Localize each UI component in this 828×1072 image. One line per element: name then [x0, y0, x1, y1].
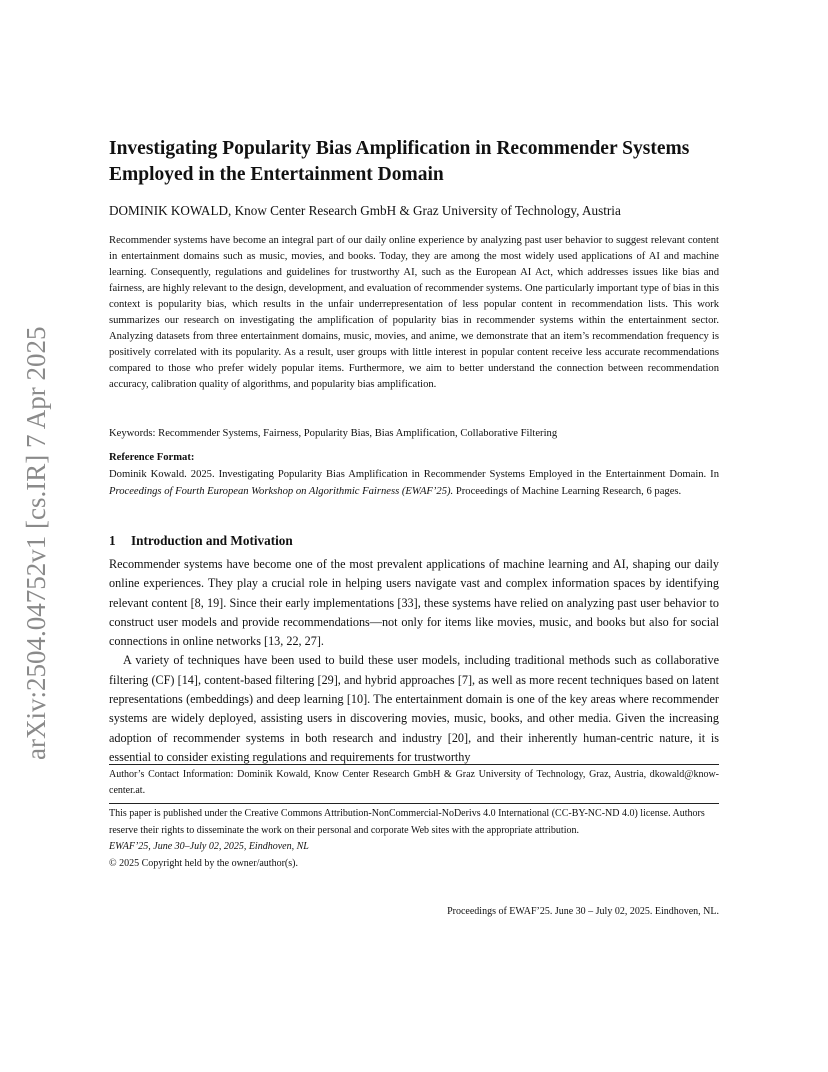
license-block — [109, 806, 719, 872]
reference-format — [109, 466, 719, 500]
abstract: Recommender systems have become an integral part of our daily online experience by analyzing past user behavior to suggest relevant content in entertainment domains such as music, movies, and books. Today, they are among the most widely used applications of AI and machine learning. Consequently, regulations and guidelines for trustworthy AI, such as the European AI Act, which addresses issues like bias and fairness, are highly relevant to the design, development, and evaluation of recommender systems. One particularly important type of bias in this context is popularity bias, which results in the unfair underrepresentation of less popular content in recommendation lists. This work summarizes our research on investigating the amplification of popularity bias in recommender systems within the entertainment sector. Analyzing datasets from three entertainment domains, music, movies, and anime, we demonstrate that an item’s recommendation frequency is positively correlated with its popularity. As a result, user groups with little interest in popular content receive less accurate recommendations compared to those who prefer widely popular items. Furthermore, we aim to better understand the connection between recommendation accuracy, calibration quality of algorithms, and popularity bias amplification. — [109, 235, 719, 391]
footnote-divider — [109, 764, 719, 765]
author-line — [109, 202, 719, 220]
intro-paragraph: Recommender systems have become one of the most prevalent applications of machine learning and AI, shaping our daily online experiences. They play a crucial role in helping users navigate vast and complex information spaces by identifying relevant content [8, 19]. Since their early implementations [33], these systems have relied on analyzing past user behavior to construct user models and provide recommendations—not only for items like movies, music, and books but also for social connections in online networks [13, 22, 27]. — [109, 557, 719, 649]
license-text: This paper is published under the Creative Commons Attribution-NonCommercial-NoDerivs 4.0 International (CC-BY-NC-ND 4.0) license. Authors reserve their rights to disseminate the work on their personal and corporate Web sites with the appropriate attribution. — [109, 808, 705, 836]
reference-format-heading: Reference Format: — [109, 452, 195, 463]
copyright-line: © 2025 Copyright held by the owner/author(s). — [109, 857, 298, 869]
section-heading — [109, 532, 293, 550]
license-divider — [109, 803, 719, 804]
paper-title: Investigating Popularity Bias Amplification in Recommender Systems Employed in the Entertainment Domain — [109, 138, 690, 185]
event-line: EWAF’25, June 30–July 02, 2025, Eindhoven, NL — [109, 841, 309, 852]
reference-details: Proceedings of Machine Learning Research, 6 pages. — [453, 486, 682, 497]
reference-citation: Dominik Kowald. 2025. Investigating Popularity Bias Amplification in Recommender Systems Employed in the Entertainment Domain. In — [109, 469, 719, 480]
arxiv-stamp: arXiv:2504.04752v1 [cs.IR] 7 Apr 2025 — [21, 326, 51, 760]
intro-paragraph: A variety of techniques have been used to build these user models, including traditional methods such as collaborative filtering (CF) [14], content-based filtering [29], and hybrid approaches [7], as well as more recent techniques based on latent representations (embeddings) and deep learning [10]. The entertainment domain is one of the key areas where recommender systems are widely deployed, assisting users in discovering movies, music, books, and other media. Given the increasing adoption of recommender systems in both research and industry [20], and their inherently human-centric nature, it is essential to consider existing regulations and requirements for trustworthy — [109, 653, 719, 764]
author-contact-info: Author’s Contact Information: Dominik Kowald, Know Center Research GmbH & Graz University of Technology, Graz, Austria, dkowald@know-center.at. — [109, 769, 719, 796]
author-name: DOMINIK KOWALD, — [109, 203, 232, 218]
author-affiliation: Know Center Research GmbH & Graz University of Technology, Austria — [234, 203, 621, 218]
page-footer: Proceedings of EWAF’25. June 30 – July 02, 2025. Eindhoven, NL. — [447, 906, 719, 917]
section-number: 1 — [109, 533, 116, 548]
section-title: Introduction and Motivation — [131, 533, 293, 548]
keywords: Keywords: Recommender Systems, Fairness, Popularity Bias, Bias Amplification, Collaborative Filtering — [109, 428, 558, 439]
intro-body — [109, 555, 719, 767]
reference-venue: Proceedings of Fourth European Workshop on Algorithmic Fairness (EWAF’25). — [109, 486, 454, 497]
